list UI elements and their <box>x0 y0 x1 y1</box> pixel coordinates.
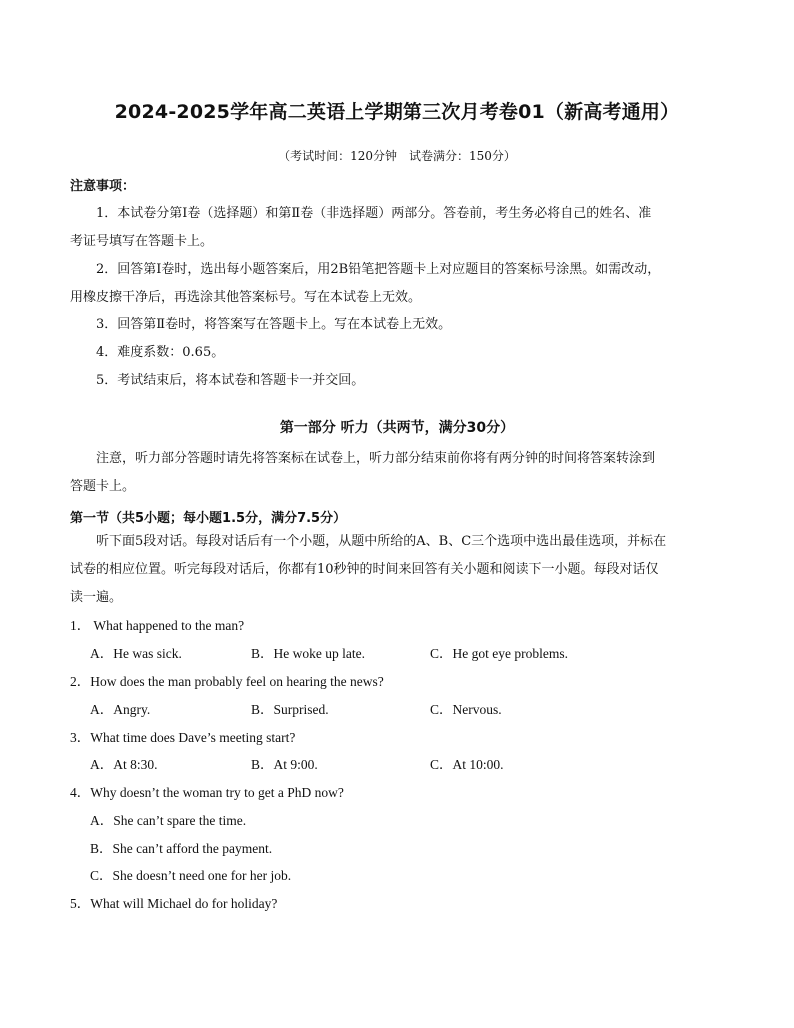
question-3-option-c: C．At 10:00. <box>430 757 504 772</box>
question-3-option-a: A．At 8:30. <box>90 757 158 772</box>
section1-instr-1: 听下面5段对话。每段对话后有一个小题，从题中所给的A、B、C三个选项中选出最佳选项，并标在 <box>96 534 667 549</box>
question-1-option-b: B．He woke up late. <box>251 646 365 661</box>
question-4-option-a: A．She can’t spare the time. <box>90 813 247 828</box>
notes-line-2: 考证号填写在答题卡上。 <box>70 234 214 249</box>
notes-heading: 注意事项： <box>70 179 136 194</box>
question-1: 1． What happened to the man? <box>70 618 245 633</box>
question-1-option-a: A．He was sick. <box>90 646 182 661</box>
part1-note-line-1: 注意，听力部分答题时请先将答案标在试卷上，听力部分结束前你将有两分钟的时间将答案转涂到 <box>96 451 656 466</box>
section1-instr-3: 读一遍。 <box>70 590 123 605</box>
notes-line-1: 1．本试卷分第Ⅰ卷（选择题）和第Ⅱ卷（非选择题）两部分。答卷前，考生务必将自己的姓名、准 <box>96 206 652 221</box>
question-4-option-b: B．She can’t afford the payment. <box>90 841 273 856</box>
exam-title: 2024-2025学年高二英语上学期第三次月考卷01（新高考通用） <box>114 101 680 123</box>
question-2-option-a: A．Angry. <box>90 702 151 717</box>
question-2-option-c: C．Nervous. <box>430 702 502 717</box>
question-1-option-c: C．He got eye problems. <box>430 646 568 661</box>
question-2: 2．How does the man probably feel on hearing the news? <box>70 674 384 689</box>
section1-instr-2: 试卷的相应位置。听完每段对话后，你都有10秒钟的时间来回答有关小题和阅读下一小题。每段对话仅 <box>70 562 659 577</box>
section1-heading: 第一节（共5小题；每小题1.5分，满分7.5分） <box>70 511 347 526</box>
notes-line-4: 用橡皮擦干净后，再选涂其他答案标号。写在本试卷上无效。 <box>70 290 422 305</box>
notes-line-3: 2．回答第Ⅰ卷时，选出每小题答案后，用2B铅笔把答题卡上对应题目的答案标号涂黑。如需改动， <box>96 262 661 277</box>
notes-line-7: 5．考试结束后，将本试卷和答题卡一并交回。 <box>96 373 365 388</box>
question-4: 4．Why doesn’t the woman try to get a PhD now? <box>70 785 344 800</box>
exam-subtitle: （考试时间：120分钟 试卷满分：150分） <box>278 149 516 163</box>
question-4-option-c: C．She doesn’t need one for her job. <box>90 868 292 883</box>
part1-heading: 第一部分 听力（共两节，满分30分） <box>279 420 515 436</box>
question-3: 3．What time does Dave’s meeting start? <box>70 730 296 745</box>
question-3-option-b: B．At 9:00. <box>251 757 318 772</box>
question-2-option-b: B．Surprised. <box>251 702 329 717</box>
notes-line-6: 4．难度系数：0.65。 <box>96 345 225 360</box>
question-5: 5．What will Michael do for holiday? <box>70 896 278 911</box>
notes-line-5: 3．回答第Ⅱ卷时，将答案写在答题卡上。写在本试卷上无效。 <box>96 317 452 332</box>
part1-note-line-2: 答题卡上。 <box>70 479 136 494</box>
